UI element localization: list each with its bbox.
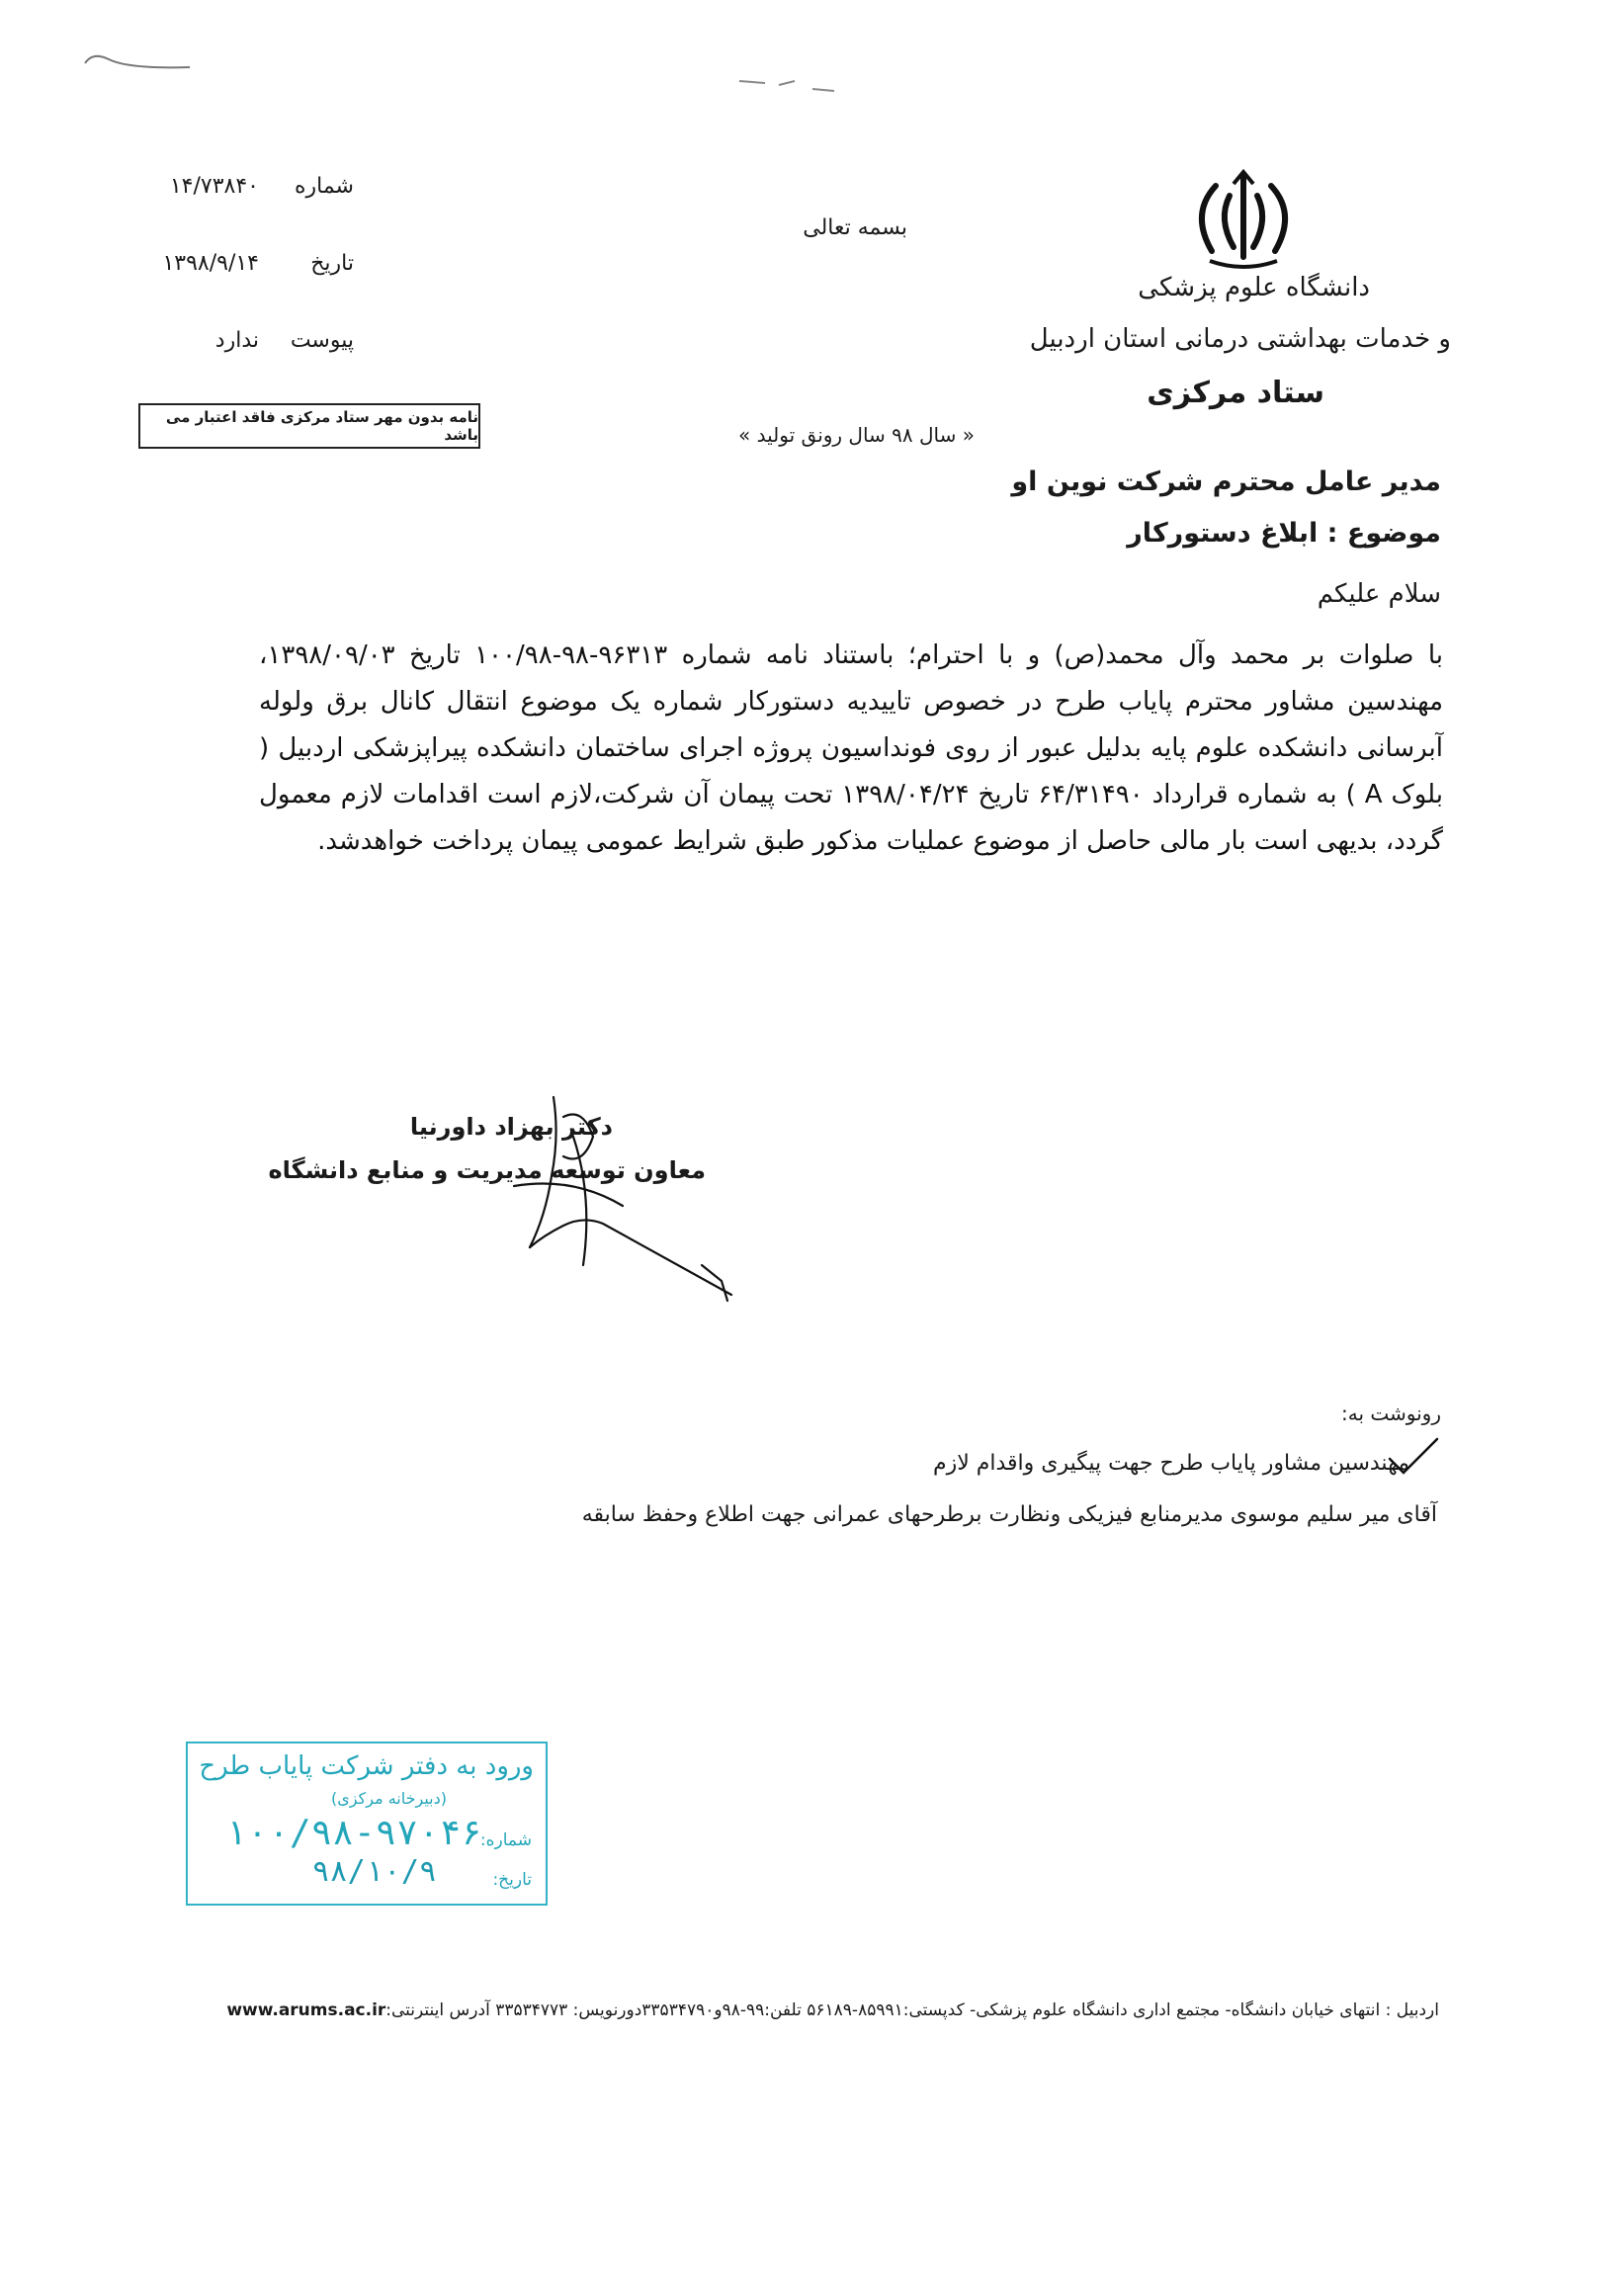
- letter-number-value: ۱۴/۷۳۸۴۰: [169, 174, 259, 199]
- invocation-text: بسمه تعالی: [803, 215, 907, 240]
- signatory-name: دکتر بهزاد داورنیا: [409, 1113, 613, 1141]
- checkmark-icon: [1384, 1433, 1443, 1479]
- stamp-title: ورود به دفتر شرکت پایاب طرح: [199, 1751, 534, 1781]
- stamp-subtitle: (دبیرخانه مرکزی): [331, 1789, 447, 1808]
- cc-heading: رونوشت به:: [1341, 1402, 1441, 1425]
- org-department: ستاد مرکزی: [1147, 376, 1324, 410]
- subject-line: موضوع : ابلاغ دستورکار: [1127, 518, 1441, 549]
- receipt-stamp: [186, 1742, 548, 1906]
- letter-attachment-label: پیوست: [290, 328, 354, 353]
- letter-body: با صلوات بر محمد وآل محمد(ص) و با احترام؛ باستناد نامه شماره ۹۶۳۱۳-۹۸-۱۰۰/۹۸ تاریخ ۱۳۹۸/۰۹/۰۳، مهندسین مشاور محترم پایاب طرح در خصوص تاییدیه دستورکار شماره یک موضوع انتقال کانال برق ولوله آبرسانی دانشکده علوم پایه بدلیل عبور از روی فونداسیون پروژه اجرای ساختمان دانشکده پیراپزشکی اردبیل ( بلوک A ) به شماره قرارداد ۶۴/۳۱۴۹۰ تاریخ ۱۳۹۸/۰۴/۲۴ تحت پیمان آن شرکت،لازم است اقدامات لازم معمول گردد، بدیهی است بار مالی حاصل از موضوع عملیات مذکور طبق شرایط عمومی پیمان پرداخت خواهدشد.: [259, 640, 1444, 856]
- stamp-date-label: تاریخ:: [492, 1870, 532, 1890]
- letter-attachment-row: [215, 328, 354, 353]
- org-name-line1: دانشگاه علوم پزشکی: [1138, 273, 1370, 302]
- stamp-number-value: ۱۰۰/۹۸-۹۷۰۴۶: [224, 1813, 482, 1853]
- cc-item-1: مهندسین مشاور پایاب طرح جهت پیگیری واقدام لازم: [932, 1451, 1409, 1476]
- footer-address-line: [226, 2000, 1439, 2020]
- year-slogan: « سال ۹۸ سال رونق تولید »: [738, 423, 975, 447]
- iran-emblem-logo: [1182, 166, 1305, 275]
- letter-number-row: [170, 174, 354, 199]
- letter-date-value: ۱۳۹۸/۹/۱۴: [162, 251, 259, 276]
- letter-date-label: تاریخ: [310, 251, 354, 276]
- letter-attachment-value: ندارد: [214, 328, 259, 353]
- org-name-line2: و خدمات بهداشتی درمانی استان اردبیل: [1029, 324, 1451, 354]
- letter-date-row: [162, 251, 354, 276]
- footer-website-link[interactable]: www.arums.ac.ir: [226, 2000, 386, 2020]
- signatory-title: معاون توسعه مدیریت و منابع دانشگاه: [268, 1156, 706, 1184]
- greeting: سلام علیکم: [1317, 579, 1441, 609]
- scan-mark-top-left: [79, 43, 198, 83]
- scan-mark-top-center: [735, 69, 844, 99]
- footer-address: اردبیل : انتهای خیابان دانشگاه- مجتمع اداری دانشگاه علوم پزشکی- کدپستی:۸۵۹۹۱-۵۶۱۸۹ تلفن:۹۹-۹۸و۳۳۵۳۴۷۹۰دورنویس: ۳۳۵۳۴۷۷۳ آدرس اینترنتی:: [385, 2000, 1439, 2020]
- validity-notice-text: نامه بدون مهر ستاد مرکزی فاقد اعتبار می باشد: [165, 408, 478, 444]
- validity-notice-box: [138, 403, 480, 449]
- handwritten-signature: [435, 1077, 751, 1324]
- letter-number-label: شماره: [294, 174, 354, 199]
- stamp-date-value: ۹۸/۱۰/۹: [311, 1854, 437, 1889]
- stamp-number-label: شماره:: [479, 1830, 532, 1850]
- addressee: مدیر عامل محترم شرکت نوین او: [1011, 467, 1441, 497]
- cc-item-2: آقای میر سلیم موسوی مدیرمنابع فیزیکی ونظارت برطرحهای عمرانی جهت اطلاع وحفظ سابقه: [581, 1502, 1437, 1527]
